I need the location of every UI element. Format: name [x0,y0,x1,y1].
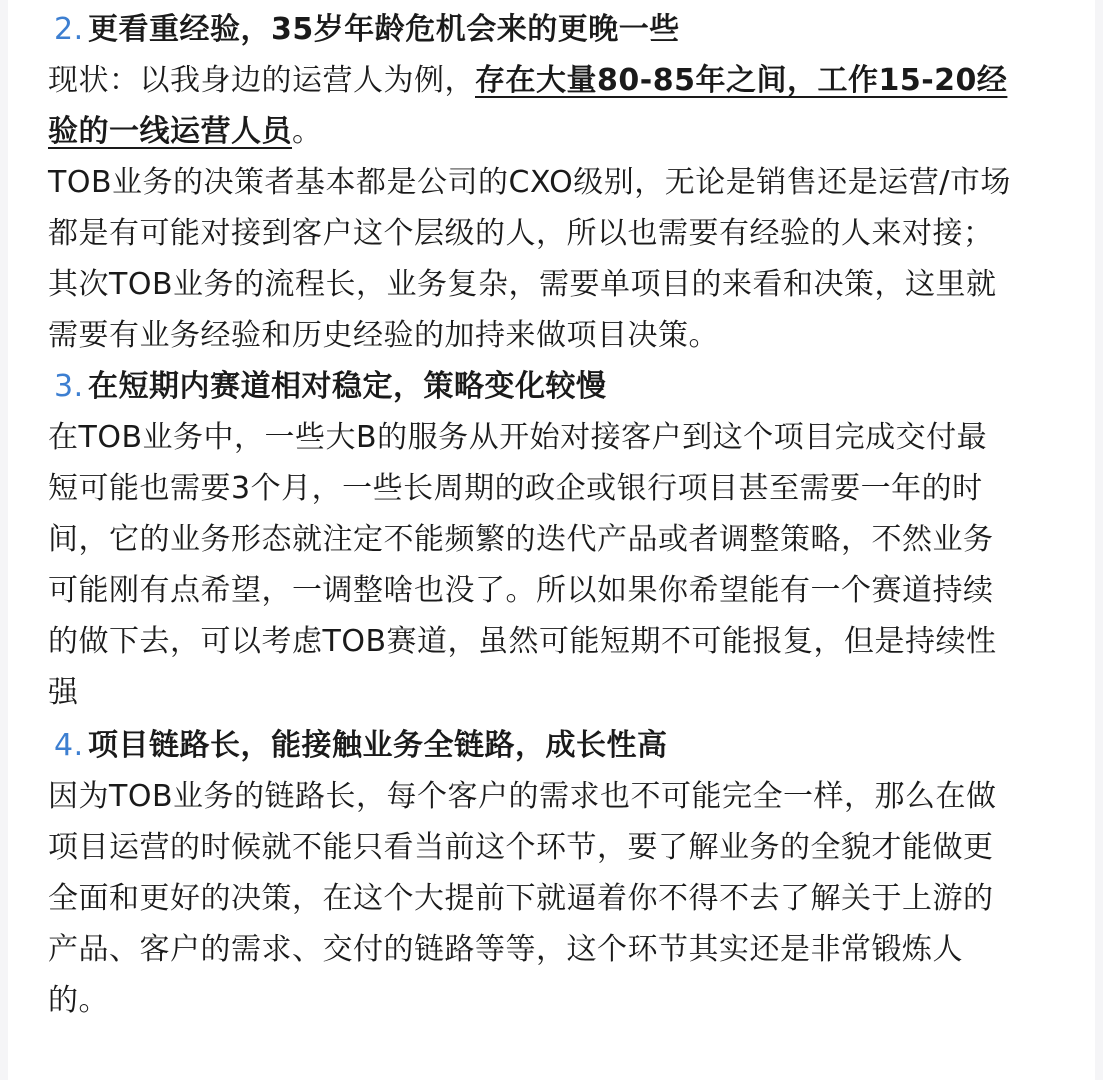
text-line: TOB业务的决策者基本都是公司的CXO级别，无论是销售还是运营/市场 [48,165,1011,200]
intro-line [48,55,1048,106]
section-heading [48,4,1048,55]
text-line: 项目运营的时候就不能只看当前这个环节，要了解业务的全貌才能做更 [48,830,994,865]
text-line: 其次TOB业务的流程长，业务复杂，需要单项目的来看和决策，这里就 [48,267,997,302]
emphasis-text: 存在大量80-85年之间，工作15-20经 [475,63,1008,98]
text-line: 在TOB业务中，一些大B的服务从开始对接客户到这个项目完成交付最 [48,420,988,455]
section-title: 在短期内赛道相对稳定，策略变化较慢 [88,369,607,404]
text-line: 可能刚有点希望，一调整啥也没了。所以如果你希望能有一个赛道持续 [48,573,994,608]
section-paragraph [48,412,1048,718]
text-line: 产品、客户的需求、交付的链路等等，这个环节其实还是非常锻炼人 [48,932,963,967]
text-line: 的。 [48,983,109,1018]
section-paragraph [48,55,1048,361]
text-line: 因为TOB业务的链路长，每个客户的需求也不可能完全一样，那么在做 [48,779,997,814]
intro-line [48,106,1048,157]
emphasis-text: 验的一线运营人员 [48,114,292,149]
article-body [48,4,1048,1026]
section-heading [48,361,1048,412]
section-paragraph [48,771,1048,1026]
text-line: 需要有业务经验和历史经验的加持来做项目决策。 [48,318,719,353]
section-title: 更看重经验，35岁年龄危机会来的更晚一些 [88,12,680,47]
intro-suffix: 。 [292,114,323,149]
section-number: 2. [54,12,84,47]
section-number: 3. [54,369,84,404]
section-title: 项目链路长，能接触业务全链路，成长性高 [88,728,668,763]
text-line: 强 [48,675,79,710]
intro-prefix: 现状：以我身边的运营人为例， [48,63,475,98]
section-number: 4. [54,728,84,763]
text-line: 全面和更好的决策，在这个大提前下就逼着你不得不去了解关于上游的 [48,881,994,916]
article-card [8,0,1095,1080]
section-heading [48,720,1048,771]
text-line: 间，它的业务形态就注定不能频繁的迭代产品或者调整策略，不然业务 [48,522,994,557]
text-line: 短可能也需要3个月，一些长周期的政企或银行项目甚至需要一年的时 [48,471,983,506]
text-line: 都是有可能对接到客户这个层级的人，所以也需要有经验的人来对接； [48,216,994,251]
text-line: 的做下去，可以考虑TOB赛道，虽然可能短期不可能报复，但是持续性 [48,624,997,659]
